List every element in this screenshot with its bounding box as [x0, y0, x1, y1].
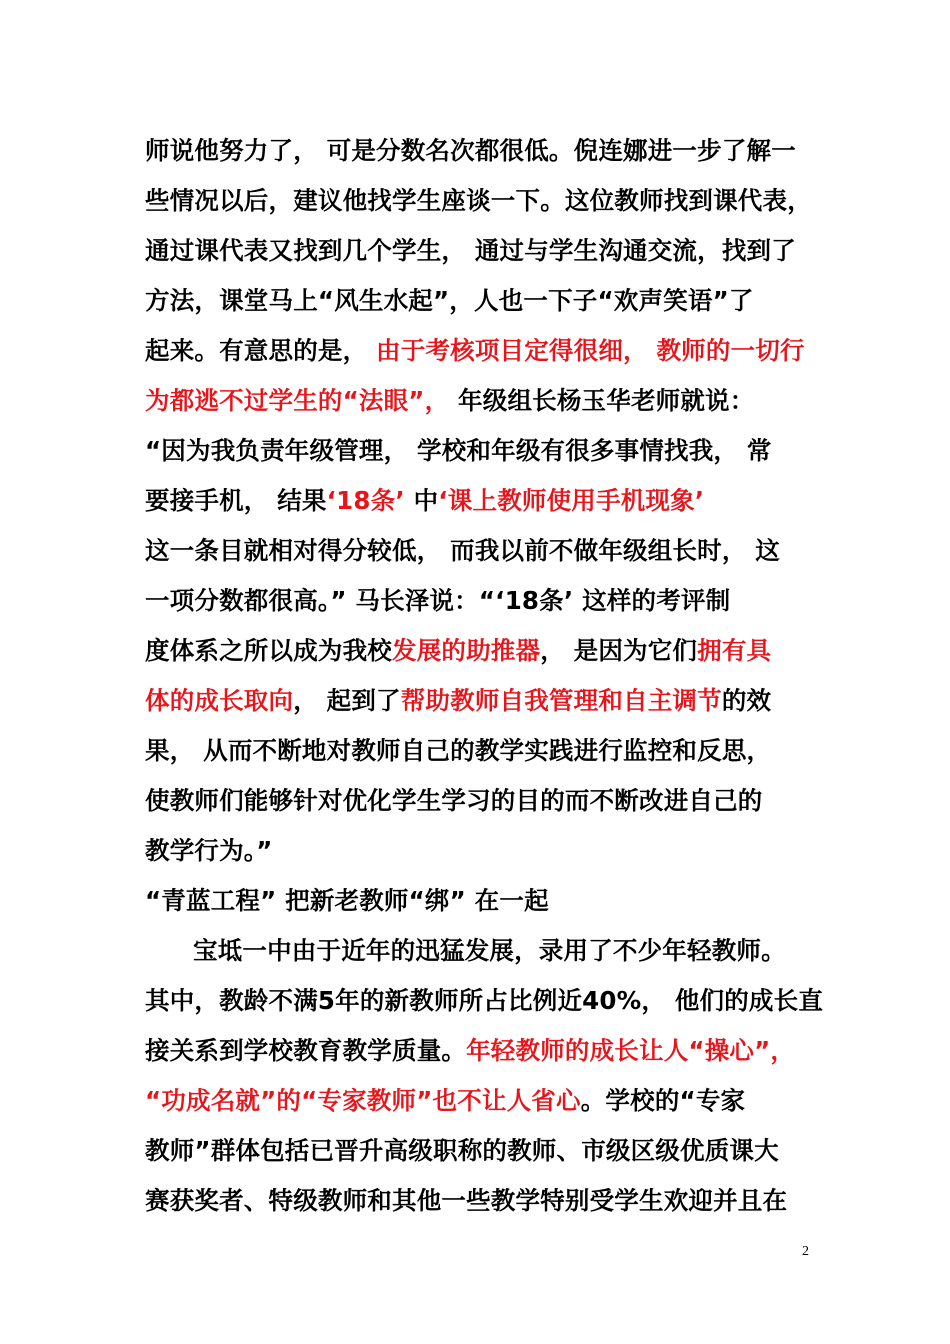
text-line-8: 要接手机， 结果‘18条’ 中‘课上教师使用手机现象’	[145, 486, 705, 515]
text-line-19: 接关系到学校教育教学质量。年轻教师的成长让人“操心”，	[145, 1036, 796, 1065]
text-line-14: 使教师们能够针对优化学生学习的目的而不断改进自己的	[145, 786, 763, 815]
text-line-1: 师说他努力了， 可是分数名次都很低。倪连娜进一步了解一	[145, 136, 796, 165]
text-line-4: 方法，课堂马上“风生水起”，人也一下子“欢声笑语”了	[145, 286, 754, 315]
text-line-13: 果， 从而不断地对教师自己的教学实践进行监控和反思，	[145, 736, 772, 765]
text-line-18: 其中，教龄不满5年的新教师所占比例近40%， 他们的成长直	[145, 986, 824, 1015]
text-line-5: 起来。有意思的是， 由于考核项目定得很细， 教师的一切行	[145, 336, 805, 365]
page-number: 2	[802, 1244, 809, 1259]
text-line-20: “功成名就”的“专家教师”也不让人省心。学校的“专家	[145, 1086, 746, 1115]
text-line-3: 通过课代表又找到几个学生， 通过与学生沟通交流，找到了	[145, 236, 796, 265]
text-line-15: 教学行为。”	[145, 836, 273, 865]
text-line-21: 教师”群体包括已晋升高级职称的教师、市级区级优质课大	[145, 1136, 779, 1165]
text-line-10: 一项分数都很高。” 马长泽说：“‘18条’ 这样的考评制	[145, 586, 731, 615]
text-line-17: 宝坻一中由于近年的迅猛发展，录用了不少年轻教师。	[193, 936, 786, 965]
text-line-22: 赛获奖者、特级教师和其他一些教学特别受学生欢迎并且在	[145, 1186, 788, 1215]
text-line-12: 体的成长取向， 起到了帮助教师自我管理和自主调节的效	[145, 686, 772, 715]
text-line-2: 些情况以后，建议他找学生座谈一下。这位教师找到课代表，	[145, 186, 812, 215]
text-line-11: 度体系之所以成为我校发展的助推器， 是因为它们拥有具	[145, 636, 772, 665]
text-line-7: “因为我负责年级管理， 学校和年级有很多事情找我， 常	[145, 436, 772, 465]
section-heading: “青蓝工程” 把新老教师“绑” 在一起	[145, 886, 549, 915]
text-line-6: 为都逃不过学生的“法眼”， 年级组长杨玉华老师就说：	[145, 386, 755, 415]
text-line-9: 这一条目就相对得分较低， 而我以前不做年级组长时， 这	[145, 536, 780, 565]
